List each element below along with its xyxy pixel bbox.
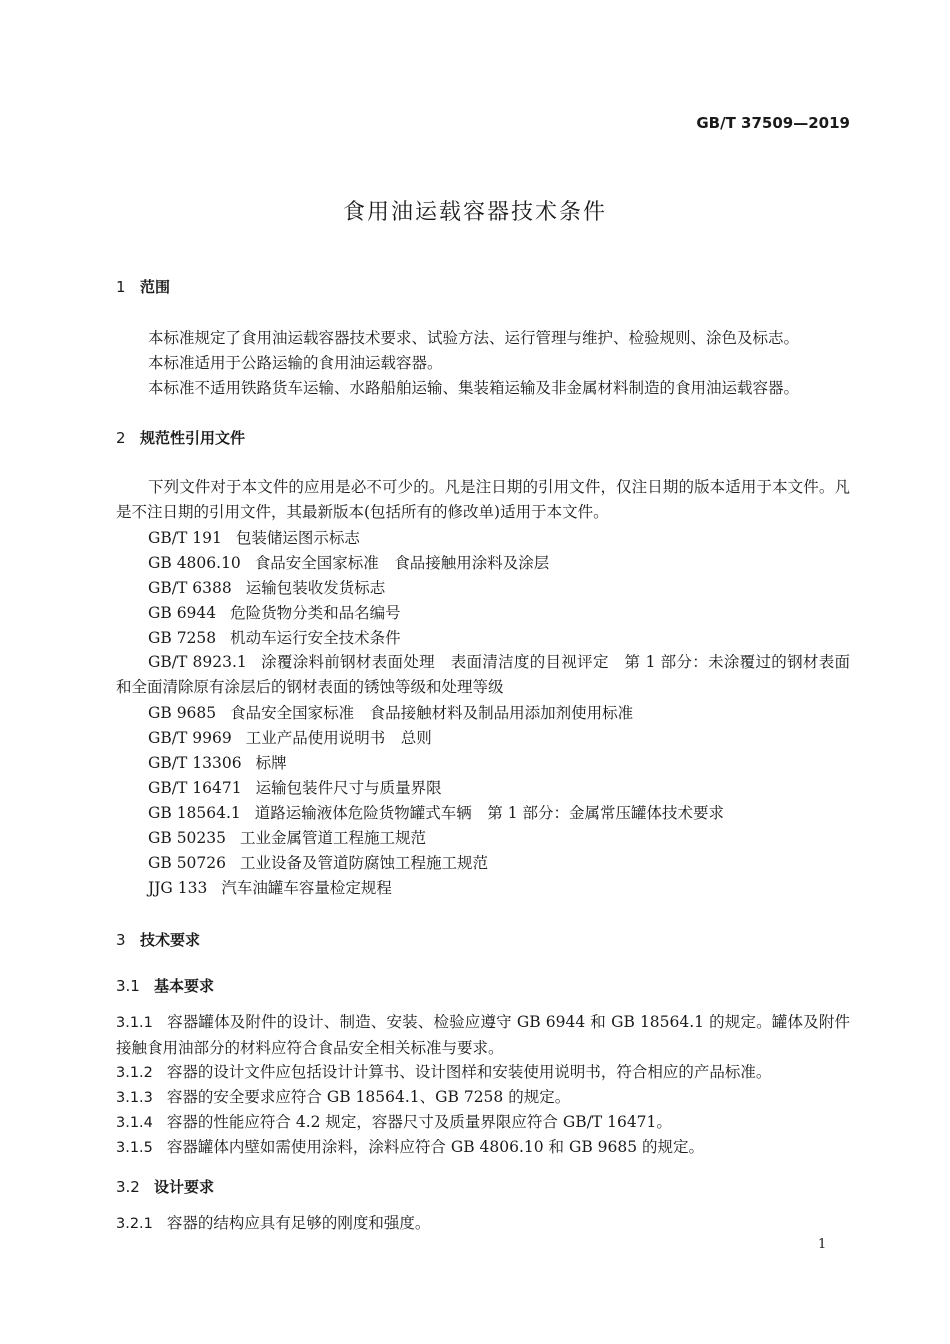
section-title: 技术要求 (140, 931, 201, 949)
clause-3-1-2 (116, 1060, 850, 1086)
section-number: 3 (116, 931, 126, 949)
clause-3-1-3 (116, 1085, 850, 1111)
reference-title: 包装储运图示标志 (235, 529, 360, 547)
section-title: 范围 (140, 278, 171, 296)
clause-3-1-1 (116, 1010, 850, 1061)
reference-code: GB 4806.10 (148, 554, 241, 572)
reference-item (148, 701, 633, 723)
subsection-3-1-heading (116, 975, 214, 996)
reference-code: GB 18564.1 (148, 804, 241, 822)
section-3-heading (116, 929, 200, 950)
clause-text: 容器罐体内壁如需使用涂料，涂料应符合 GB 4806.10 和 GB 9685 的规定。 (166, 1138, 705, 1156)
section-title: 规范性引用文件 (140, 429, 246, 447)
reference-title: 道路运输液体危险货物罐式车辆 第 1 部分：金属常压罐体技术要求 (254, 804, 725, 822)
page-number: 1 (818, 1237, 827, 1252)
clause-number: 3.1.3 (116, 1090, 153, 1106)
reference-code: GB 6944 (148, 604, 217, 622)
reference-item (148, 851, 488, 873)
reference-title: 涂覆涂料前钢材表面处理 表面清洁度的目视评定 第 1 部分：未涂覆过的钢材表面和全面清除原有涂层后的钢材表面的锈蚀等级和处理等级 (116, 653, 850, 696)
reference-code: GB/T 16471 (148, 779, 242, 797)
reference-item (148, 726, 432, 748)
subsection-title: 基本要求 (154, 977, 215, 995)
reference-item (148, 626, 401, 648)
intro-paragraph: 下列文件对于本文件的应用是必不可少的。凡是注日期的引用文件，仅注日期的版本适用于本文件。凡是不注日期的引用文件，其最新版本(包括所有的修改单)适用于本文件。 (116, 478, 850, 521)
reference-item (148, 776, 442, 798)
paragraph: 本标准适用于公路运输的食用油运载容器。 (148, 354, 443, 372)
reference-code: GB/T 6388 (148, 579, 232, 597)
reference-title: 运输包装件尺寸与质量界限 (255, 779, 442, 797)
reference-item (148, 801, 724, 823)
clause-3-2-1 (116, 1211, 850, 1237)
reference-code: GB/T 13306 (148, 754, 242, 772)
clause-3-1-5 (116, 1135, 850, 1161)
reference-title: 汽车油罐车容量检定规程 (221, 879, 392, 897)
reference-item (116, 650, 850, 700)
reference-code: GB 50726 (148, 854, 227, 872)
reference-item (148, 826, 426, 848)
reference-title: 食品安全国家标准 食品接触材料及制品用添加剂使用标准 (230, 704, 634, 722)
clause-number: 3.1.2 (116, 1065, 153, 1081)
section-1-heading (116, 276, 170, 297)
reference-code: JJG 133 (148, 879, 208, 897)
reference-title: 工业金属管道工程施工规范 (240, 829, 427, 847)
section-number: 1 (116, 278, 126, 296)
subsection-title: 设计要求 (154, 1178, 215, 1196)
reference-title: 工业设备及管道防腐蚀工程施工规范 (240, 854, 489, 872)
clause-text: 容器的设计文件应包括设计计算书、设计图样和安装使用说明书，符合相应的产品标准。 (166, 1063, 772, 1081)
reference-code: GB/T 9969 (148, 729, 232, 747)
reference-title: 运输包装收发货标志 (245, 579, 386, 597)
clause-text: 容器的性能应符合 4.2 规定，容器尺寸及质量界限应符合 GB/T 16471。 (166, 1113, 672, 1131)
reference-title: 工业产品使用说明书 总则 (245, 729, 432, 747)
reference-item (148, 751, 287, 773)
section-number: 2 (116, 429, 126, 447)
subsection-number: 3.2 (116, 1178, 140, 1196)
reference-item (148, 601, 401, 623)
clause-number: 3.1.1 (116, 1015, 153, 1031)
reference-title: 食品安全国家标准 食品接触用涂料及涂层 (254, 554, 550, 572)
reference-code: GB/T 191 (148, 529, 222, 547)
clause-text: 容器罐体及附件的设计、制造、安装、检验应遵守 GB 6944 和 GB 18564.1 的规定。罐体及附件接触食用油部分的材料应符合食品安全相关标准与要求。 (116, 1013, 850, 1057)
reference-code: GB 7258 (148, 629, 217, 647)
subsection-3-2-heading (116, 1176, 214, 1197)
clause-3-1-4 (116, 1110, 850, 1136)
reference-item (148, 526, 360, 548)
clause-number: 3.1.4 (116, 1115, 153, 1131)
reference-title: 机动车运行安全技术条件 (230, 629, 401, 647)
paragraph: 本标准规定了食用油运载容器技术要求、试验方法、运行管理与维护、检验规则、涂色及标志。 (148, 329, 800, 347)
clause-text: 容器的结构应具有足够的刚度和强度。 (166, 1214, 431, 1232)
section-2-heading (116, 427, 245, 448)
reference-title: 标牌 (255, 754, 287, 772)
clause-number: 3.2.1 (116, 1216, 153, 1232)
reference-item (148, 576, 385, 598)
clause-text: 容器的安全要求应符合 GB 18564.1、GB 7258 的规定。 (166, 1088, 571, 1106)
reference-code: GB/T 8923.1 (148, 653, 247, 671)
reference-item (148, 551, 549, 573)
paragraph: 本标准不适用铁路货车运输、水路船舶运输、集装箱运输及非金属材料制造的食用油运载容器。 (148, 379, 800, 397)
document-title: 食用油运载容器技术条件 (342, 200, 607, 225)
standard-code: GB/T 37509—2019 (696, 114, 850, 132)
reference-title: 危险货物分类和品名编号 (230, 604, 401, 622)
reference-item (148, 876, 392, 898)
reference-code: GB 9685 (148, 704, 217, 722)
reference-code: GB 50235 (148, 829, 227, 847)
subsection-number: 3.1 (116, 977, 140, 995)
clause-number: 3.1.5 (116, 1140, 153, 1156)
